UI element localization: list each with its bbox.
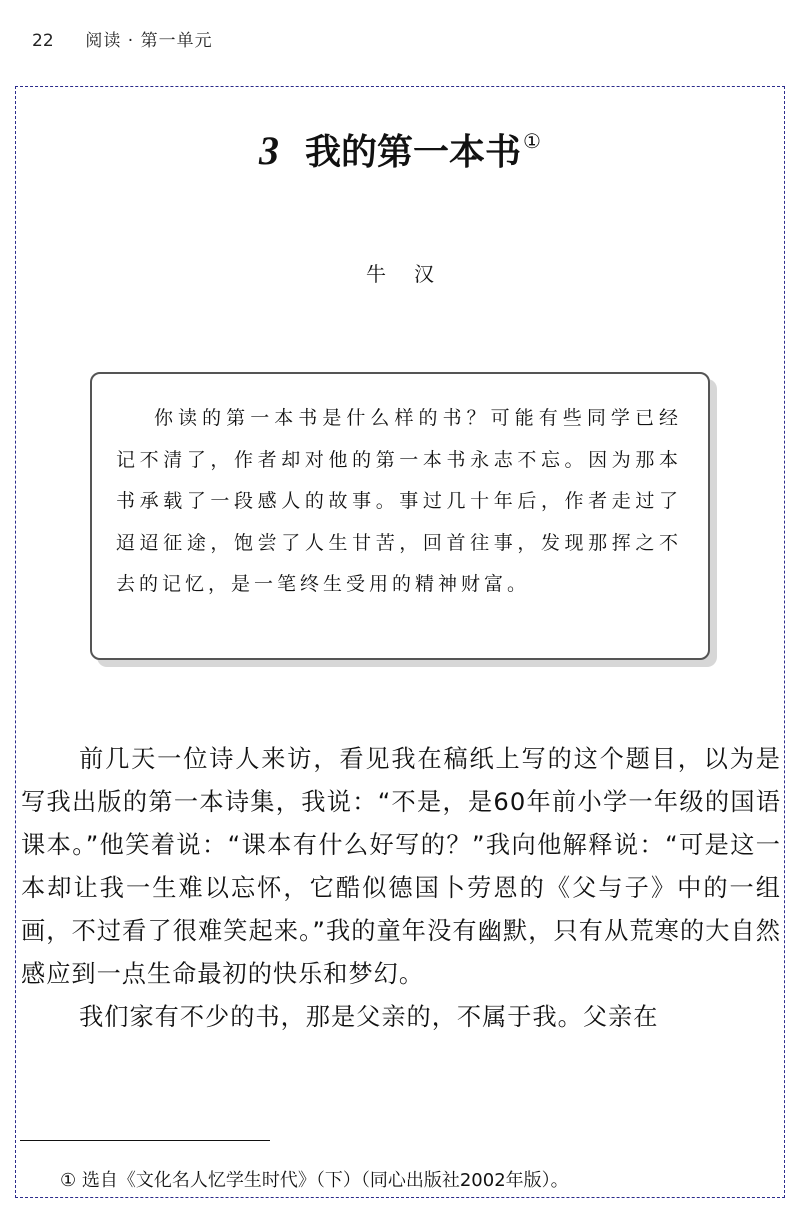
footnote-mark: ① (523, 129, 541, 153)
lesson-title-text: 我的第一本书 (305, 132, 522, 173)
reading-guide-text: 你读的第一本书是什么样的书？可能有些同学已经记不清了，作者却对他的第一本书永志不忘。因为那本书承载了一段感人的故事。事过几十年后，作者走过了迢迢征途，饱尝了人生甘苦，回首往事，发现那挥之不去的记忆，是一笔终生受用的精神财富。 (116, 407, 682, 595)
footnote: ① 选自《文化名人忆学生时代》（下）（同心出版社2002年版）。 (60, 1170, 569, 1191)
paragraph-2: 我们家有不少的书，那是父亲的，不属于我。父亲在 (79, 1003, 659, 1031)
page-number: 22 (32, 31, 54, 51)
lesson-title (0, 124, 800, 175)
author-name: 牛汉 (366, 262, 462, 286)
article-body (21, 738, 781, 1039)
section-title: 阅读 · 第一单元 (85, 31, 213, 51)
footnote-divider (20, 1140, 270, 1141)
reading-guide-box (90, 372, 710, 660)
paragraph-1: 前几天一位诗人来访，看见我在稿纸上写的这个题目，以为是写我出版的第一本诗集，我说：“不是，是60年前小学一年级的国语课本。”他笑着说：“课本有什么好写的？”我向他解释说：“可是这一本却让我一生难以忘怀，它酷似德国卜劳恩的《父与子》中的一组画，不过看了很难笑起来。”我的童年没有幽默，只有从荒寒的大自然感应到一点生命最初的快乐和梦幻。 (21, 745, 781, 988)
lesson-number: 3 (259, 128, 280, 173)
running-head (32, 26, 213, 54)
